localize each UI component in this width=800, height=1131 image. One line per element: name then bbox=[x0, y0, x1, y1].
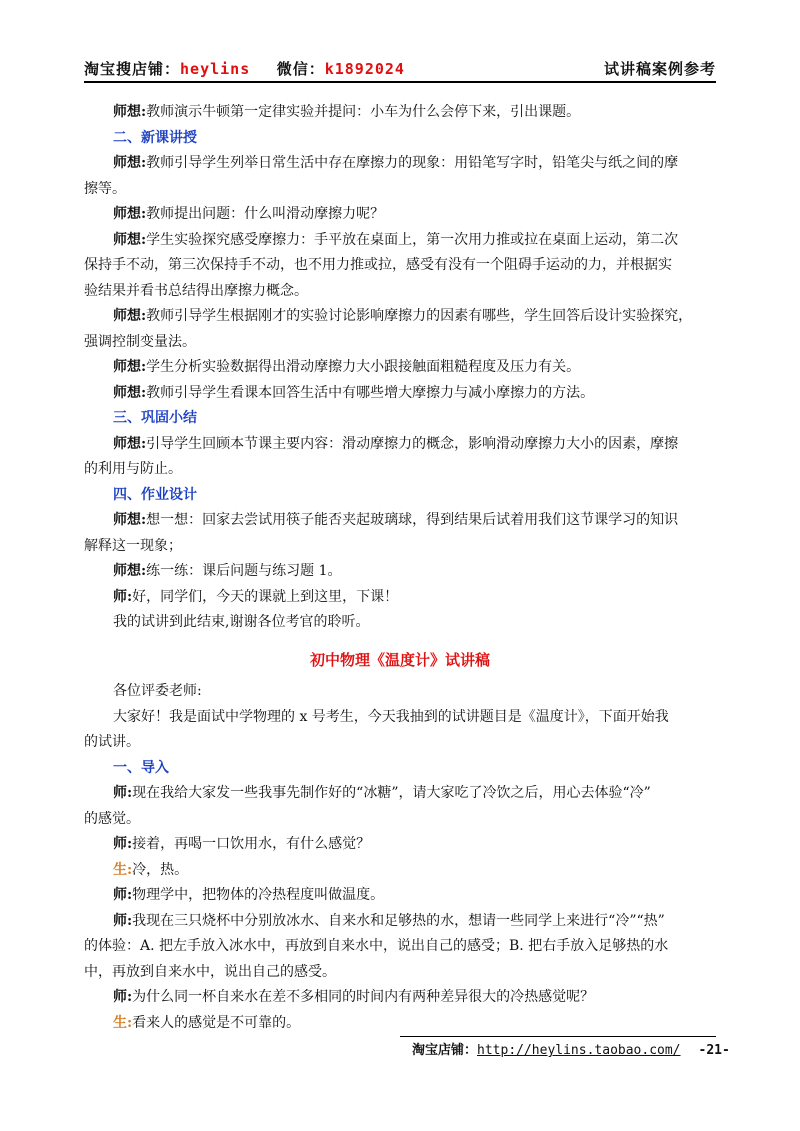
paragraph-line bbox=[84, 100, 716, 126]
teacher-speaker-label: 师想: bbox=[113, 512, 147, 528]
paragraph-line bbox=[84, 679, 716, 705]
section-heading: 二、新课讲授 bbox=[113, 129, 197, 146]
paragraph-line bbox=[84, 585, 716, 611]
footer-label: 淘宝店铺： bbox=[412, 1043, 478, 1058]
line-text: 的体验：A. 把左手放入冰水中，再放到自来水中，说出自己的感受；B. 把右手放入足够热的水 bbox=[84, 938, 669, 954]
paragraph-line bbox=[84, 985, 716, 1011]
header-left bbox=[84, 58, 405, 79]
footer-url-link[interactable]: http://heylins.taobao.com/ bbox=[477, 1043, 681, 1058]
paragraph-line bbox=[84, 807, 716, 833]
student-speaker-label: 生: bbox=[113, 1014, 133, 1031]
teacher-speaker-label: 师: bbox=[113, 588, 133, 605]
teacher-speaker-label: 师想: bbox=[113, 384, 147, 401]
paragraph-line bbox=[84, 151, 716, 177]
page-footer bbox=[412, 1039, 730, 1058]
line-text: 验结果并看书总结得出摩擦力概念。 bbox=[84, 282, 308, 299]
paragraph-line bbox=[84, 883, 716, 909]
section-heading: 三、巩固小结 bbox=[113, 410, 197, 426]
teacher-speaker-label: 师: bbox=[113, 836, 133, 852]
paragraph-line bbox=[84, 202, 716, 228]
line-text: 练一练：课后问题与练习题 1。 bbox=[146, 563, 342, 579]
shop-name: heylins bbox=[180, 60, 251, 78]
line-text: 我现在三只烧杯中分别放冰水、自来水和足够热的水，想请一些同学上来进行“冷”“热” bbox=[132, 912, 665, 929]
teacher-speaker-label: 师: bbox=[113, 989, 133, 1005]
paragraph-line bbox=[84, 909, 716, 935]
paragraph-line bbox=[84, 177, 716, 203]
line-text: 的试讲。 bbox=[84, 734, 140, 750]
line-text: 冷，热。 bbox=[132, 861, 189, 878]
paragraph-line bbox=[84, 304, 716, 330]
line-text: 我的试讲到此结束,谢谢各位考官的聆听。 bbox=[113, 614, 370, 630]
line-text: 解释这一现象； bbox=[84, 537, 182, 554]
paragraph-line bbox=[84, 253, 716, 279]
teacher-speaker-label: 师想: bbox=[113, 206, 147, 222]
paragraph-line bbox=[84, 355, 716, 381]
line-text: 想一想：回家去尝试用筷子能否夹起玻璃球，得到结果后试着用我们这节课学习的知识 bbox=[146, 512, 679, 528]
line-text: 强调控制变量法。 bbox=[84, 333, 196, 350]
paragraph-line bbox=[84, 279, 716, 305]
line-text: 接着，再喝一口饮用水，有什么感觉？ bbox=[132, 836, 371, 852]
teacher-speaker-label: 师: bbox=[113, 912, 133, 929]
section-heading: 四、作业设计 bbox=[113, 486, 197, 503]
paragraph-line bbox=[84, 534, 716, 560]
line-text: 物理学中，把物体的冷热程度叫做温度。 bbox=[132, 887, 385, 903]
footer-divider bbox=[400, 1036, 716, 1037]
line-text: 学生实验探究感受摩擦力：手平放在桌面上，第一次用力推或拉在桌面上运动，第二次 bbox=[146, 231, 679, 248]
line-text: 大家好！我是面试中学物理的 x 号考生，今天我抽到的试讲题目是《温度计》，下面开始我 bbox=[113, 708, 669, 725]
wechat-id: k1892024 bbox=[324, 60, 405, 78]
teacher-speaker-label: 师想: bbox=[113, 435, 147, 452]
paragraph-line bbox=[84, 858, 716, 884]
paragraph-line bbox=[84, 730, 716, 756]
line-text: 为什么同一杯自来水在差不多相同的时间内有两种差异很大的冷热感觉呢？ bbox=[132, 989, 595, 1005]
shop-label: 淘宝搜店铺： bbox=[84, 60, 181, 78]
line-text: 中，再放到自来水中，说出自己的感受。 bbox=[84, 963, 336, 980]
teacher-speaker-label: 师想: bbox=[113, 359, 147, 375]
line-text: 学生分析实验数据得出滑动摩擦力大小跟接触面粗糙程度及压力有关。 bbox=[146, 359, 581, 375]
page-header bbox=[84, 58, 716, 80]
document-title: 初中物理《温度计》试讲稿 bbox=[309, 650, 490, 669]
paragraph-line bbox=[84, 381, 716, 407]
paragraph-line bbox=[84, 228, 716, 254]
paragraph-line bbox=[84, 1011, 716, 1037]
teacher-speaker-label: 师: bbox=[113, 887, 133, 903]
line-text: 擦等。 bbox=[84, 180, 126, 197]
line-text: 各位评委老师: bbox=[113, 683, 202, 699]
teacher-speaker-label: 师: bbox=[113, 785, 133, 801]
teacher-speaker-label: 师想: bbox=[113, 155, 147, 171]
line-text: 教师演示牛顿第一定律实验并提问：小车为什么会停下来，引出课题。 bbox=[146, 104, 581, 120]
paragraph-line bbox=[84, 432, 716, 458]
line-text: 教师提出问题：什么叫滑动摩擦力呢？ bbox=[146, 206, 385, 222]
section-heading: 一、导入 bbox=[113, 759, 169, 776]
document-body bbox=[84, 100, 716, 1036]
student-speaker-label: 生: bbox=[113, 861, 133, 878]
header-title: 试讲稿案例参考 bbox=[603, 60, 716, 78]
line-text: 教师引导学生看课本回答生活中有哪些增大摩擦力与减小摩擦力的方法。 bbox=[146, 384, 595, 401]
paragraph-line bbox=[84, 960, 716, 986]
paragraph-line bbox=[84, 610, 716, 636]
line-text: 保持手不动，第三次保持手不动，也不用力推或拉，感受有没有一个阻碍手运动的力，并根据实 bbox=[84, 257, 672, 273]
paragraph-line bbox=[84, 781, 716, 807]
teacher-speaker-label: 师想: bbox=[113, 308, 147, 324]
paragraph-line bbox=[84, 934, 716, 960]
line-text: 的感觉。 bbox=[84, 810, 140, 827]
line-text: 引导学生回顾本节课主要内容：滑动摩擦力的概念，影响滑动摩擦力大小的因素，摩擦 bbox=[146, 435, 679, 452]
wechat-label: 微信： bbox=[276, 60, 325, 78]
line-text: 教师引导学生列举日常生活中存在摩擦力的现象：用铅笔写字时，铅笔尖与纸之间的摩 bbox=[146, 155, 679, 171]
page-number: -21- bbox=[698, 1043, 730, 1058]
teacher-speaker-label: 师想: bbox=[113, 563, 147, 579]
paragraph-line bbox=[84, 705, 716, 731]
paragraph-line bbox=[84, 457, 716, 483]
header-divider bbox=[84, 81, 716, 83]
paragraph-line bbox=[84, 832, 716, 858]
paragraph-line bbox=[84, 508, 716, 534]
line-text: 的利用与防止。 bbox=[84, 461, 182, 477]
paragraph-line bbox=[84, 559, 716, 585]
teacher-speaker-label: 师想: bbox=[113, 231, 147, 248]
line-text: 看来人的感觉是不可靠的。 bbox=[132, 1014, 301, 1031]
teacher-speaker-label: 师想: bbox=[113, 104, 147, 120]
paragraph-line bbox=[84, 330, 716, 356]
line-text: 好，同学们，今天的课就上到这里，下课！ bbox=[132, 588, 399, 605]
line-text: 教师引导学生根据刚才的实验讨论影响摩擦力的因素有哪些，学生回答后设计实验探究， bbox=[146, 308, 693, 324]
line-text: 现在我给大家发一些我事先制作好的“冰糖”，请大家吃了冷饮之后，用心去体验“冷” bbox=[132, 785, 651, 801]
